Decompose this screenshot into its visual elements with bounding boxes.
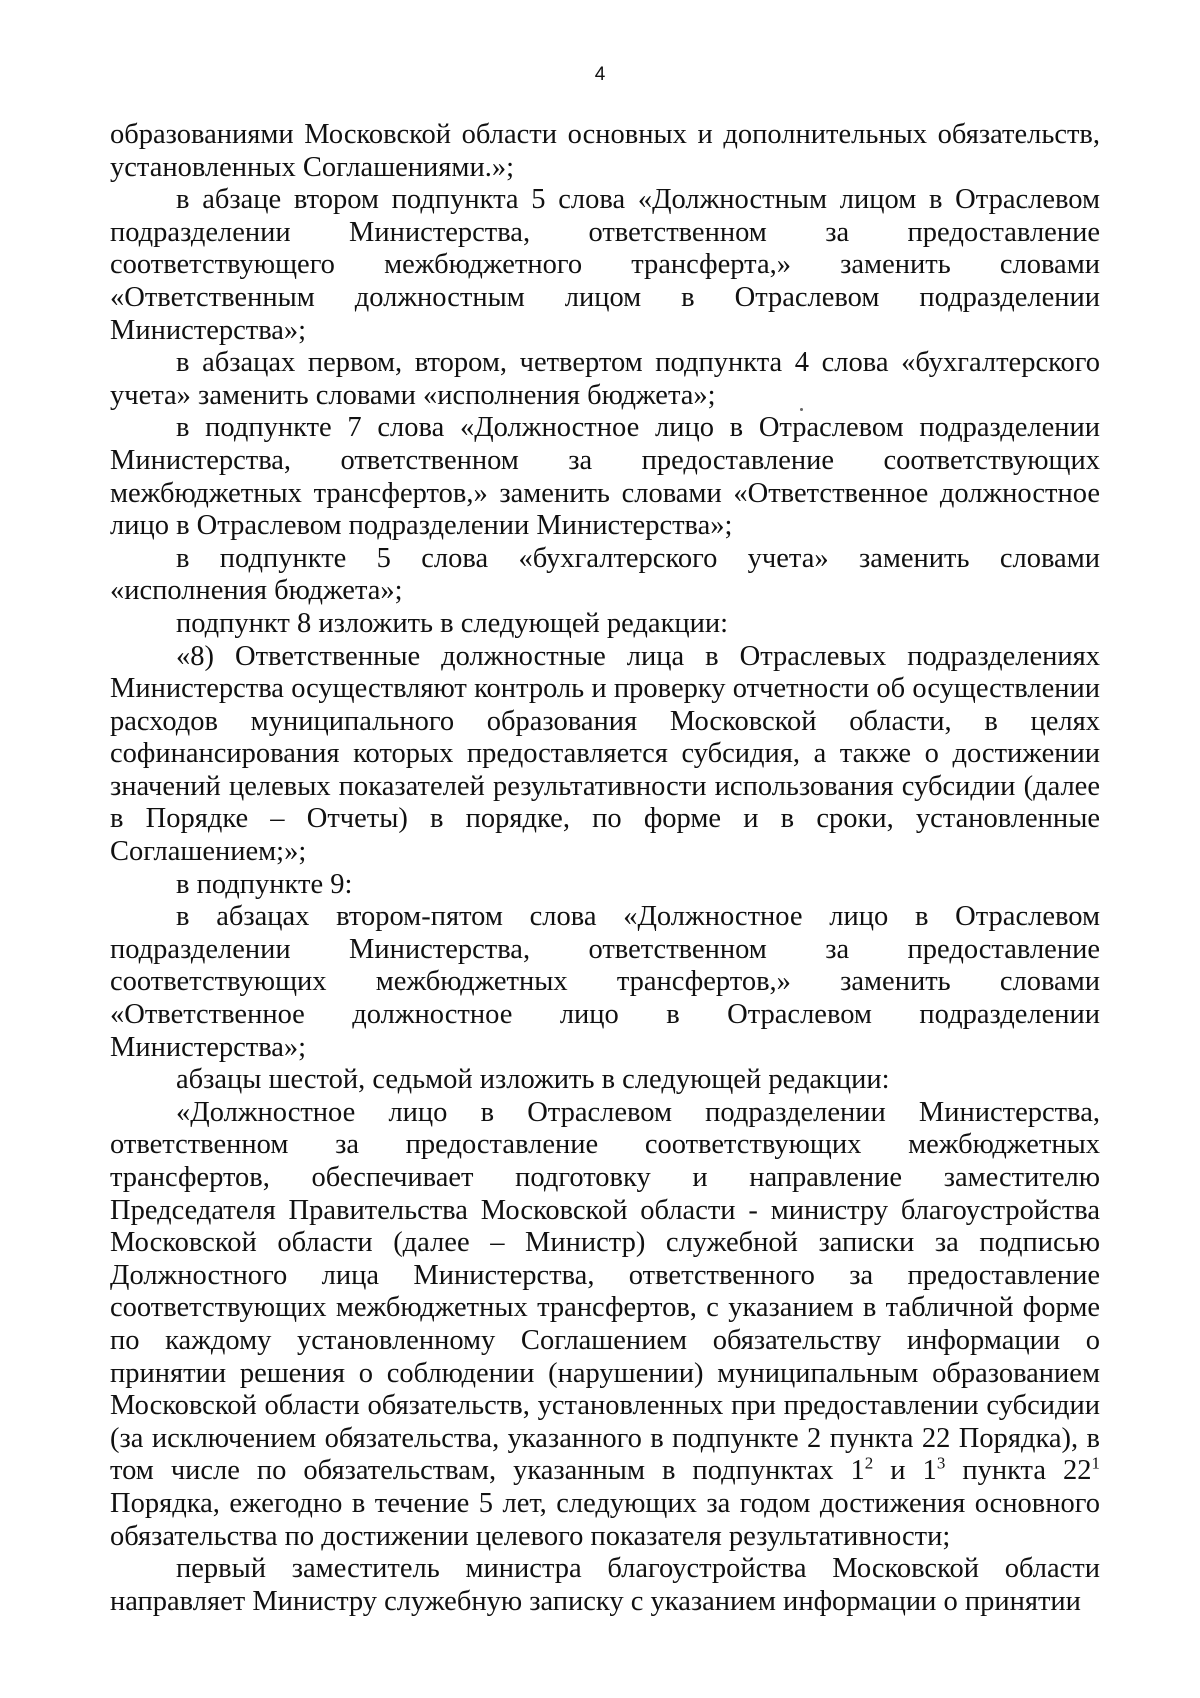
paragraph-11-part-b: и 1 [873,1455,937,1487]
paragraph-12: первый заместитель министра благоустройства Московской области направляет Министру служебную записку с указанием информации о принятии [110,1553,1100,1617]
paragraph-7: «8) Ответственные должностные лица в Отраслевых подразделениях Министерства осуществляют контроль и проверку отчетности об осуществлении расходов муниципального образования Московской области, в целях софинансирования которых предоставляется субсидия, а также о достижении значений целевых показателей результативности использования субсидии (далее в Порядке – Отчеты) в порядке, по форме и в сроки, установленные Соглашением;»; [110,640,1100,868]
document-body [110,119,1100,1618]
page-number: 4 [594,64,606,85]
superscript-2: 2 [864,1453,874,1473]
paragraph-1: образованиями Московской области основных и дополнительных обязательств, установленных Соглашениями.»; [110,119,1100,183]
superscript-1: 1 [1091,1453,1100,1473]
paragraph-11-part-a: «Должностное лицо в Отраслевом подразделении Министерства, ответственном за предоставление соответствующих межбюджетных трансфертов, обеспечивает подготовку и направление заместителю Председателя Правительства Московской области - министру благоустройства Московской области (далее – Министр) служебной записки за подписью Должностного лица Министерства, ответственного за предоставление соответствующих межбюджетных трансфертов, с указанием в табличной форме по каждому установленному Соглашением обязательству информации о принятии решения о соблюдении (нарушении) муниципальным образованием Московской области обязательств, установленных при предоставлении субсидии (за исключением обязательства, указанного в подпункте 2 пункта 22 Порядка), в том числе по обязательствам, указанным в подпунктах 1 [110,1096,1100,1487]
superscript-3: 3 [936,1453,946,1473]
paragraph-10: абзацы шестой, седьмой изложить в следующей редакции: [176,1064,890,1096]
paragraph-8: в подпункте 9: [176,868,353,900]
paragraph-11-part-d: Порядка, ежегодно в течение 5 лет, следующих за годом достижения основного обязательства по достижении целевого показателя результативности; [110,1487,1100,1552]
paragraph-6: подпункт 8 изложить в следующей редакции: [176,607,729,639]
paragraph-11 [110,1097,1100,1553]
paragraph-5: в подпункте 5 слова «бухгалтерского учета» заменить словами «исполнения бюджета»; [110,542,1100,607]
paragraph-4: в подпункте 7 слова «Должностное лицо в Отраслевом подразделении Министерства, ответственном за предоставление соответствующих межбюджетных трансфертов,» заменить словами «Ответственное должностное лицо в Отраслевом подразделении Министерства»; [110,412,1100,542]
paragraph-3: в абзацах первом, втором, четвертом подпункта 4 слова «бухгалтерского учета» заменить словами «исполнения бюджета»; [110,347,1100,411]
paragraph-2: в абзаце втором подпункта 5 слова «Должностным лицом в Отраслевом подразделении Министерства, ответственном за предоставление соответствующего межбюджетного трансферта,» заменить словами «Ответственным должностным лицом в Отраслевом подразделении Министерства»; [110,184,1100,346]
paragraph-11-part-c: пункта 22 [945,1455,1092,1487]
paragraph-9: в абзацах втором-пятом слова «Должностное лицо в Отраслевом подразделении Министерства, ответственном за предоставление соответствующих межбюджетных трансфертов,» заменить словами «Ответственное должностное лицо в Отраслевом подразделении Министерства»; [110,901,1100,1063]
